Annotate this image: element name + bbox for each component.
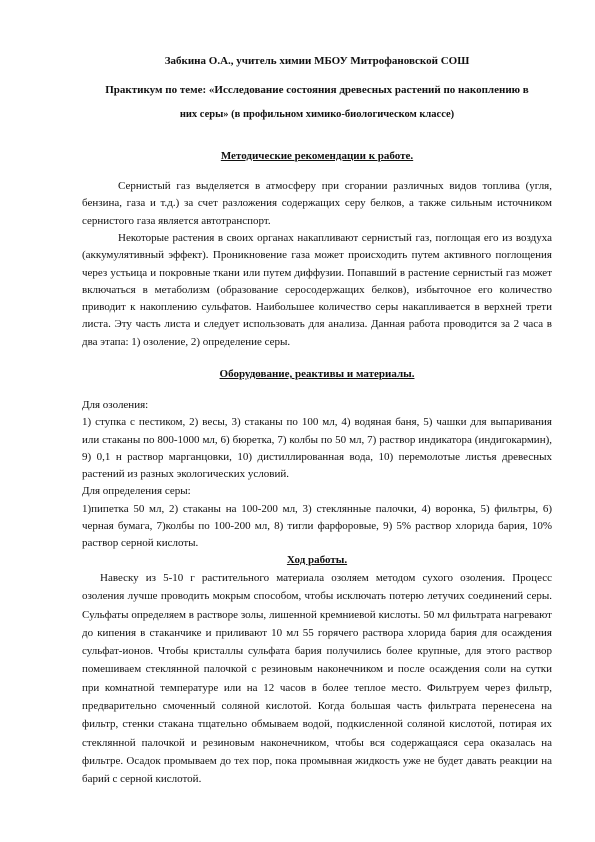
- author-line: Забкина О.А., учитель химии МБОУ Митрофановской СОШ: [164, 55, 470, 67]
- methodical-paragraph-2: Некоторые растения в своих органах накапливают сернистый газ, поглощая его из воздуха (аккумулятивный эффект). Проникновение газа может происходить путем активного поглощения через устьица и покровные ткани или путем диффузии. Попавший в растение сернистый газ может включаться в метаболизм (образование серосодержащих белков), избыточное его количество приводит к накоплению сульфатов. Наибольшее количество серы накапливается в верхней трети листа. Эту часть листа и следует использовать для анализа. Данная работа проводится за 2 часа в два этапа: 1) озоление, 2) определение серы.: [82, 232, 552, 348]
- sulfur-label: Для определения серы:: [82, 485, 191, 498]
- ashing-list: 1) ступка с пестиком, 2) весы, 3) стаканы по 100 мл, 4) водяная баня, 5) чашки для выпаривания или стаканы по 800-1000 мл, 6) бюретка, 7) колбы по 50 мл, 7) раствор индикатора (индигокармин), 9) 0,1 н раствор марганцовки, 10) дистиллированная вода, 10) перемолотые листья древесных растений из разных экологических условий.: [82, 416, 552, 481]
- title-line-2: них серы» (в профильном химико-биологическом классе): [179, 109, 455, 120]
- methodical-paragraph-1: Сернистый газ выделяется в атмосферу при сгорании различных видов топлива (угля, бензина, газа и т.д.) за счет разложения содержащих серу белков, а также сильным источником сернистого газа является автотранспорт.: [82, 180, 552, 227]
- title-line-1: Практикум по теме: «Исследование состояния древесных растений по накоплению в: [105, 84, 529, 96]
- ashing-label: Для озоления:: [82, 399, 149, 411]
- procedure-paragraph: Навеску из 5-10 г растительного материала озоляем методом сухого озоления. Процесс озоления лучше проводить мокрым способом, чтобы исключать потерю летучих соединений серы. Сульфаты определяем в растворе золы, лишенной кремниевой кислоты. 50 мл фильтрата нагревают до кипения в стаканчике и приливают 10 мл 55 горячего раствора хлорида бария для осаждения сульфат-ионов. Чтобы кристаллы сульфата бария получились более крупные, для этого раствор помешиваем стеклянной палочкой с резиновым наконечником и после осаждения соли на сутки при комнатной температуре или на 12 часов в более теплое место. Фильтруем через фильтр, предварительно смоченный соляной кислотой. Когда большая часть фильтрата перенесена на фильтр, стенки стакана тщательно обмываем водой, подкисленной соляной кислотой, потирая их стеклянной палочкой и резиновым наконечником, чтобы вся содержащаяся сера оказалась на фильтре. Осадок промываем до тех пор, пока промывная жидкость уже не будет давать реакции на барий с серной кислотой.: [82, 572, 552, 786]
- methodical-paragraph-1-block: [82, 178, 552, 230]
- procedure-block: [82, 569, 552, 789]
- methodical-heading: Методические рекомендации к работе.: [220, 150, 414, 162]
- sulfur-list: 1)пипетка 50 мл, 2) стаканы на 100-200 мл, 3) стеклянные палочки, 4) воронка, 5) фильтры, 6) черная бумага, 7)колбы по 100-200 мл, 8) тигли фарфоровые, 9) 5% раствор хлорида бария, 10% раствор серной кислоты.: [82, 502, 552, 550]
- procedure-heading: Ход работы.: [286, 554, 348, 566]
- equipment-block: [82, 397, 552, 553]
- equipment-heading: Оборудование, реактивы и материалы.: [219, 368, 415, 380]
- methodical-paragraph-2-block: [82, 230, 552, 351]
